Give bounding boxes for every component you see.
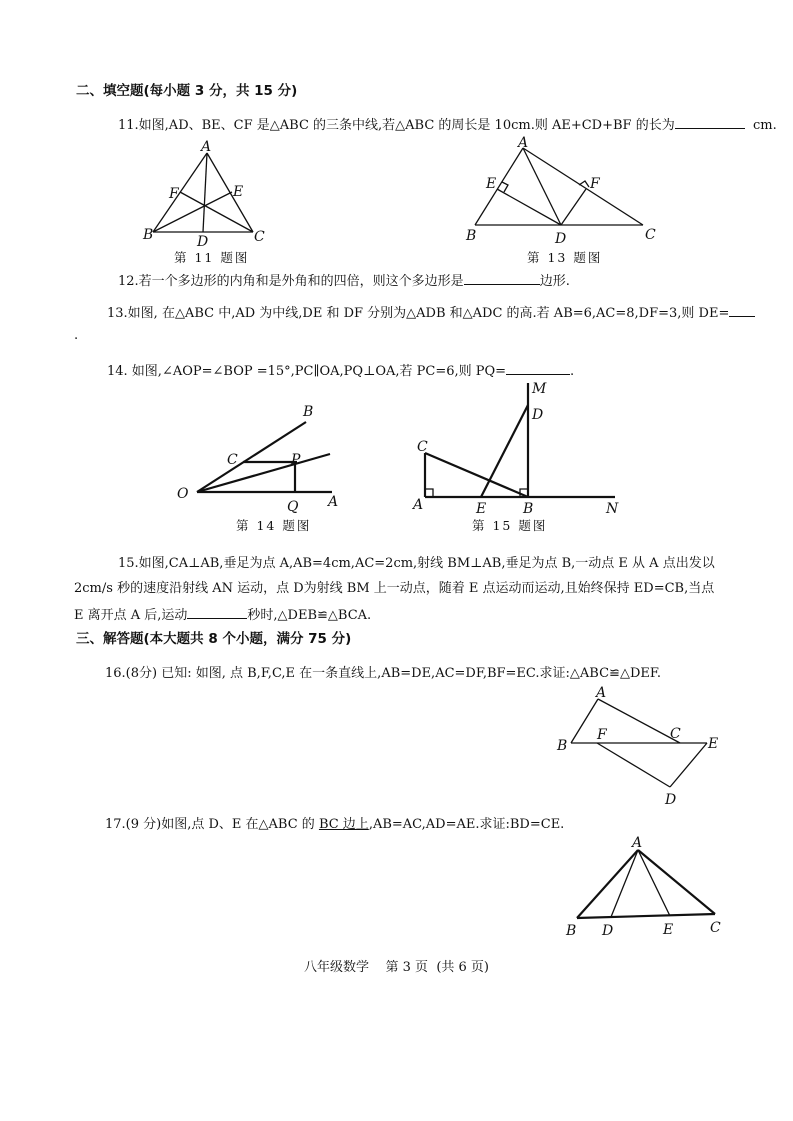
footer-subject: 八年级数学 <box>303 960 369 975</box>
question-12 <box>118 272 570 290</box>
fig16-label-b: B <box>557 738 568 754</box>
answer-blank-15[interactable] <box>187 606 247 619</box>
question-11-text: 11.如图,AD、BE、CF 是△ABC 的三条中线,若△ABC 的周长是 10cm.则 AE+CD+BF 的长为 <box>118 118 675 133</box>
fig13-label-a: A <box>518 135 529 151</box>
answer-blank-14[interactable] <box>506 362 570 375</box>
fig11-label-f: F <box>169 186 179 202</box>
fig13-label-b: B <box>466 228 477 244</box>
fig14-label-o: O <box>177 486 189 502</box>
fig11-label-b: B <box>143 227 154 243</box>
fig17-label-d: D <box>602 923 614 939</box>
fig17-label-b: B <box>566 923 577 939</box>
figure-15 <box>405 375 635 520</box>
fig16-label-f: F <box>597 727 607 743</box>
figure-14-caption: 第 14 题图 <box>236 518 312 533</box>
fig17-label-e: E <box>663 922 674 938</box>
fig14-label-p: P <box>291 452 301 468</box>
fig17-label-c: C <box>710 920 721 936</box>
question-13-text: 13.如图, 在△ABC 中,AD 为中线,DE 和 DF 分别为△ADB 和△ADC 的高.若 AB=6,AC=8,DF=3,则 DE= <box>107 306 730 321</box>
fig13-label-f: F <box>590 176 600 192</box>
section-3-title: 三、解答题(本大题共 8 个小题，满分 75 分) <box>76 631 352 647</box>
answer-blank-12[interactable] <box>464 272 540 285</box>
fig11-label-a: A <box>201 139 212 155</box>
figure-11-caption: 第 11 题图 <box>174 250 250 265</box>
question-13-tail: . <box>74 328 79 343</box>
question-11 <box>118 116 777 134</box>
fig15-label-a: A <box>413 497 424 513</box>
answer-blank-11[interactable] <box>675 116 745 129</box>
question-16-text: 16.(8分) 已知: 如图, 点 B,F,C,E 在一条直线上,AB=DE,AC=DF,BF=EC.求证:△ABC≌△DEF. <box>105 666 661 681</box>
figure-15-caption: 第 15 题图 <box>472 518 548 533</box>
section-2-title: 二、填空题(每小题 3 分，共 15 分) <box>76 83 298 99</box>
question-12-text-end: 边形. <box>539 274 570 289</box>
question-12-text: 12.若一个多边形的内角和是外角和的四倍，则这个多边形是 <box>118 274 464 289</box>
fig13-label-c: C <box>645 227 656 243</box>
question-13 <box>107 304 755 322</box>
fig11-label-c: C <box>254 229 265 245</box>
fig15-label-d: D <box>532 407 544 423</box>
fig16-label-a: A <box>596 685 607 701</box>
question-15-line-1: 15.如图,CA⊥AB,垂足为点 A,AB=4cm,AC=2cm,射线 BM⊥AB,垂足为点 B,一动点 E 从 A 点出发以 <box>118 556 715 571</box>
question-11-unit: cm. <box>752 118 777 133</box>
figure-13-caption: 第 13 题图 <box>527 250 603 265</box>
figure-14 <box>170 400 360 515</box>
fig11-label-d: D <box>197 234 209 250</box>
figure-13 <box>460 136 670 246</box>
question-15-line-3 <box>74 606 371 624</box>
question-17-text: 17.(9 分)如图,点 D、E 在△ABC 的 <box>105 817 319 832</box>
fig13-label-e: E <box>486 176 497 192</box>
fig16-label-c: C <box>670 726 681 742</box>
fig11-label-e: E <box>233 184 244 200</box>
question-14-text: 14. 如图,∠AOP=∠BOP =15°,PC∥OA,PQ⊥OA,若 PC=6,则 PQ= <box>107 364 507 379</box>
question-15-text-end: 秒时,△DEB≌△BCA. <box>247 608 372 623</box>
figure-17 <box>557 832 737 942</box>
question-15-line-2: 2cm/s 秒的速度沿射线 AN 运动，点 D为射线 BM 上一动点，随着 E 点运动而运动,且始终保持 ED=CB,当点 <box>74 581 715 596</box>
answer-blank-13[interactable] <box>729 304 755 317</box>
fig13-label-d: D <box>555 231 567 247</box>
fig15-label-c: C <box>417 439 428 455</box>
fig15-label-b: B <box>523 501 534 517</box>
question-17-underlined: BC 边上 <box>318 817 369 832</box>
question-17-text-end: ,AB=AC,AD=AE.求证:BD=CE. <box>368 817 565 832</box>
fig15-label-n: N <box>606 501 619 517</box>
fig16-label-d: D <box>665 792 677 808</box>
fig17-label-a: A <box>632 835 643 851</box>
question-14-text-end: . <box>570 364 575 379</box>
footer-total-pages: (共 6 页) <box>436 960 490 975</box>
page-footer <box>0 956 793 975</box>
footer-page-number: 第 3 页 <box>385 960 429 975</box>
question-17 <box>105 817 564 833</box>
figure-11 <box>140 140 280 250</box>
fig15-label-m: M <box>532 381 547 397</box>
question-15-text: E 离开点 A 后,运动 <box>74 608 188 623</box>
fig14-label-a: A <box>328 494 339 510</box>
figure-16 <box>552 682 732 812</box>
fig16-label-e: E <box>708 736 719 752</box>
fig14-label-q: Q <box>287 499 299 515</box>
fig14-label-b: B <box>303 404 314 420</box>
fig14-label-c: C <box>227 452 238 468</box>
fig15-label-e: E <box>476 501 487 517</box>
